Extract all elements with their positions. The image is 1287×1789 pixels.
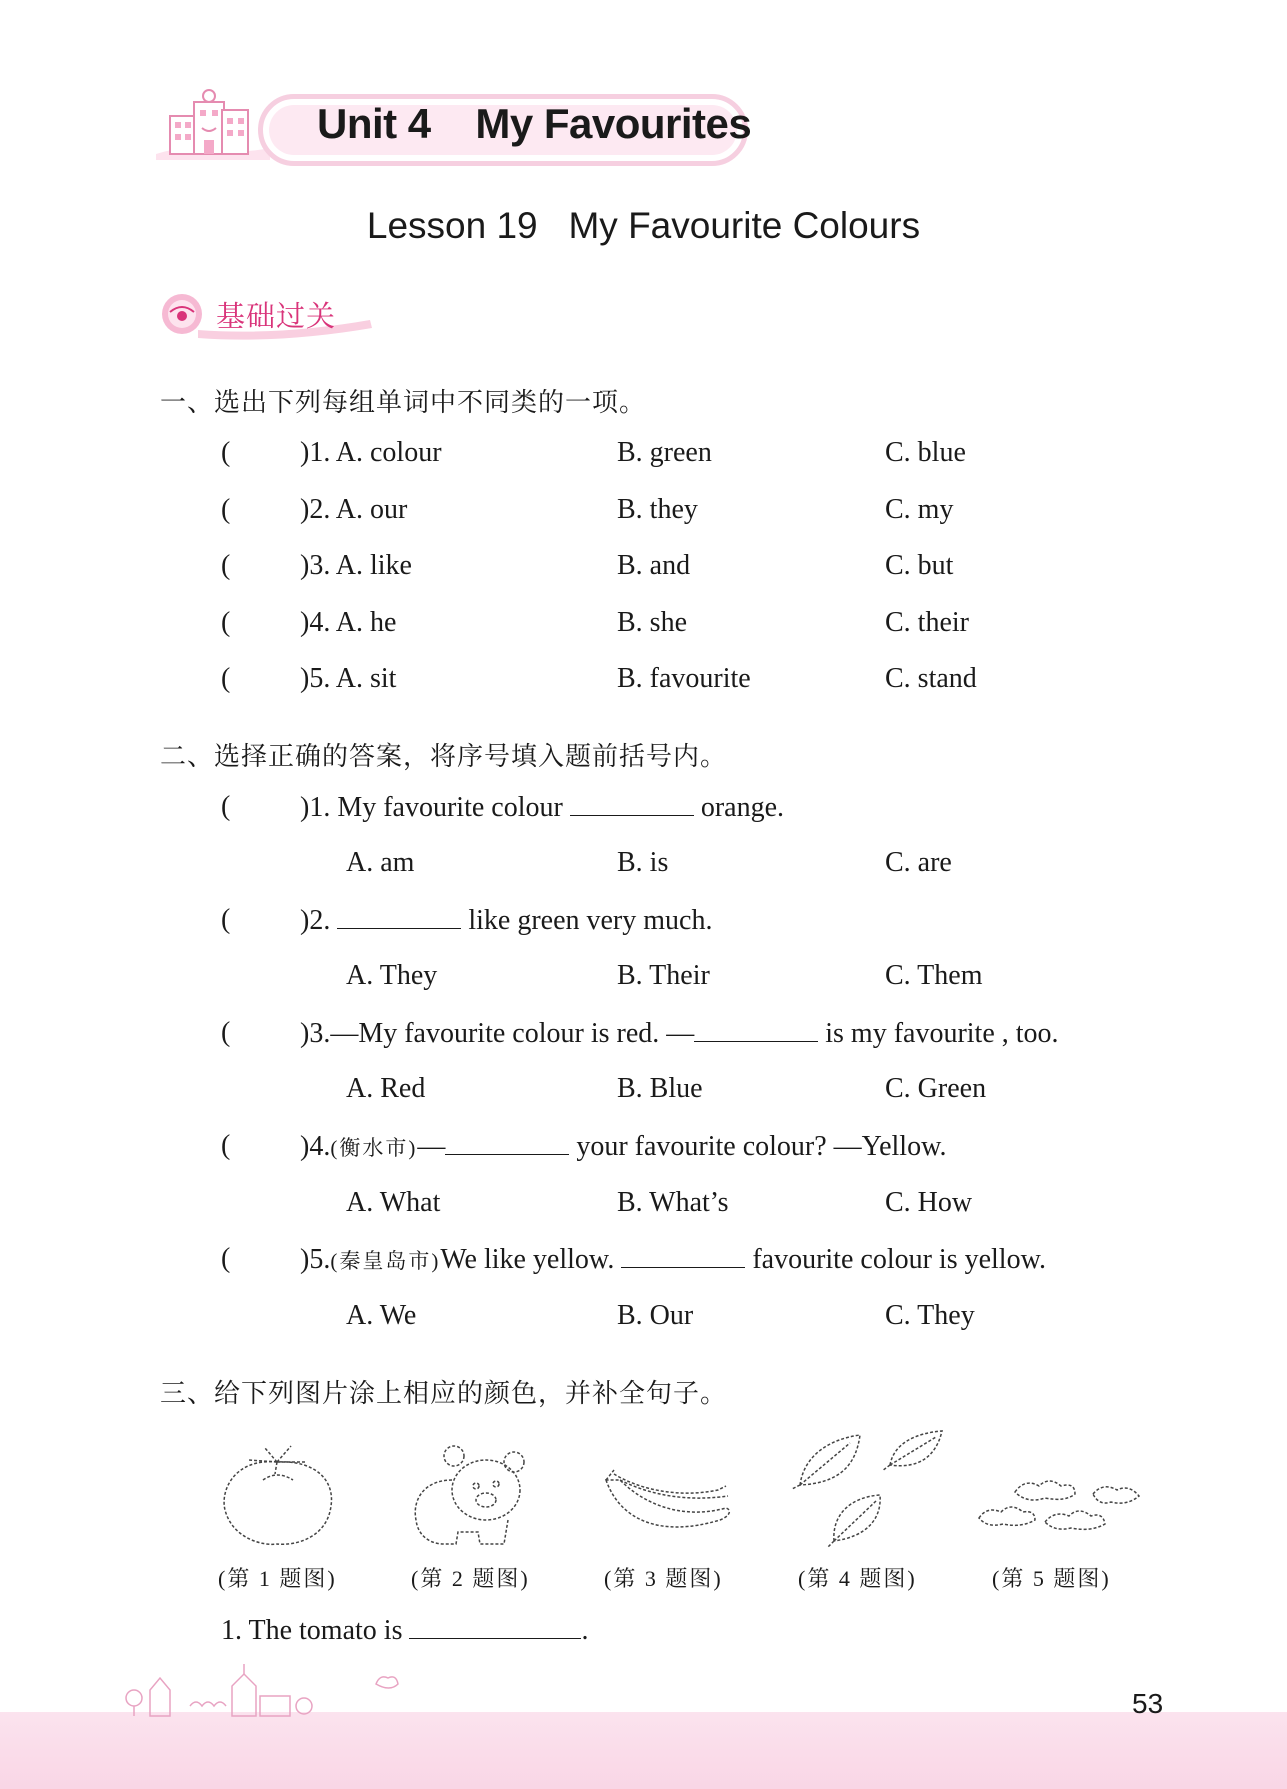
answer-bracket[interactable]: ( xyxy=(221,904,231,935)
sentence-text: 1. The tomato is xyxy=(221,1615,403,1646)
footer-doodle-icon xyxy=(372,1670,402,1696)
question-number: )5. xyxy=(300,1244,331,1275)
option-c: C. Them xyxy=(885,960,983,991)
question-number: )3. xyxy=(300,1018,331,1049)
section-tag xyxy=(158,290,388,340)
sentence-end: . xyxy=(581,1615,589,1646)
option-c: C. their xyxy=(885,607,969,638)
option-a: )1. A. colour xyxy=(300,437,442,468)
question-number: )1. xyxy=(300,792,331,823)
option-b: B. What’s xyxy=(617,1187,729,1218)
answer-blank[interactable] xyxy=(694,1017,818,1042)
figure-caption: (第 1 题图) xyxy=(218,1566,337,1591)
option-a: )4. A. he xyxy=(300,607,397,638)
option-a: A. We xyxy=(346,1300,417,1331)
source-note: (秦皇岛市) xyxy=(330,1249,441,1273)
stem-after: like green very much. xyxy=(468,905,713,936)
option-b: B. green xyxy=(617,437,712,468)
answer-bracket[interactable]: ( xyxy=(221,550,231,581)
answer-blank[interactable] xyxy=(445,1130,569,1155)
stem-before: —My favourite colour is red. — xyxy=(330,1018,695,1049)
figure-caption: (第 3 题图) xyxy=(604,1566,723,1591)
question-stem xyxy=(300,1243,1046,1276)
answer-bracket[interactable]: ( xyxy=(221,1017,231,1048)
option-b: B. favourite xyxy=(617,663,751,694)
option-b: B. and xyxy=(617,550,691,581)
stem-before: — xyxy=(417,1131,446,1162)
option-c: C. How xyxy=(885,1187,973,1218)
fill-sentence-1 xyxy=(221,1614,588,1647)
answer-bracket[interactable]: ( xyxy=(221,663,231,694)
question-stem xyxy=(300,791,784,824)
option-a: A. They xyxy=(346,960,438,991)
option-c: C. blue xyxy=(885,437,966,468)
option-c: C. but xyxy=(885,550,954,581)
option-c: C. They xyxy=(885,1300,975,1331)
option-b: B. she xyxy=(617,607,687,638)
stem-after: favourite colour is yellow. xyxy=(752,1244,1046,1275)
figure-caption: (第 5 题图) xyxy=(992,1566,1111,1591)
option-a: )3. A. like xyxy=(300,550,412,581)
option-a: )2. A. our xyxy=(300,494,408,525)
answer-bracket[interactable]: ( xyxy=(221,607,231,638)
option-c: C. my xyxy=(885,494,954,525)
stem-before: My favourite colour xyxy=(337,792,563,823)
question-number: )2. xyxy=(300,905,331,936)
unit-title: Unit 4 My Favourites xyxy=(317,100,752,147)
option-b: B. Blue xyxy=(617,1073,703,1104)
option-a: )5. A. sit xyxy=(300,663,397,694)
option-c: C. Green xyxy=(885,1073,987,1104)
option-b: B. they xyxy=(617,494,698,525)
figure-caption: (第 2 题图) xyxy=(411,1566,530,1591)
section-tag-label: 基础过关 xyxy=(216,299,337,333)
answer-bracket[interactable]: ( xyxy=(221,791,231,822)
leaves-icon[interactable] xyxy=(790,1425,950,1550)
answer-bracket[interactable]: ( xyxy=(221,494,231,525)
question-number: )4. xyxy=(300,1131,331,1162)
option-b: B. Our xyxy=(617,1300,694,1331)
clouds-icon[interactable] xyxy=(975,1470,1145,1545)
banana-icon[interactable] xyxy=(600,1460,735,1545)
option-a: A. am xyxy=(346,847,415,878)
section3-heading: 三、给下列图片涂上相应的颜色，并补全句子。 xyxy=(160,1379,728,1409)
section2-heading: 二、选择正确的答案，将序号填入题前括号内。 xyxy=(160,742,728,772)
bear-icon[interactable] xyxy=(404,1440,534,1550)
figure-caption: (第 4 题图) xyxy=(798,1566,917,1591)
question-stem xyxy=(300,1017,1059,1050)
footer-town-icon xyxy=(120,1660,380,1720)
option-b: B. is xyxy=(617,847,669,878)
answer-bracket[interactable]: ( xyxy=(221,437,231,468)
footer-band xyxy=(0,1712,1287,1789)
answer-blank[interactable] xyxy=(409,1614,581,1639)
option-a: A. Red xyxy=(346,1073,426,1104)
answer-blank[interactable] xyxy=(337,904,461,929)
source-note: (衡水市) xyxy=(330,1136,418,1160)
option-b: B. Their xyxy=(617,960,710,991)
unit-banner xyxy=(150,88,750,164)
page-number: 53 xyxy=(1132,1688,1164,1719)
stem-after: orange. xyxy=(700,792,785,823)
option-a: A. What xyxy=(346,1187,441,1218)
answer-blank[interactable] xyxy=(621,1243,745,1268)
question-stem xyxy=(300,904,712,937)
question-stem xyxy=(300,1130,946,1163)
answer-bracket[interactable]: ( xyxy=(221,1243,231,1274)
stem-after: is my favourite , too. xyxy=(825,1018,1059,1049)
section1-heading: 一、选出下列每组单词中不同类的一项。 xyxy=(160,388,647,418)
stem-before: We like yellow. xyxy=(440,1244,615,1275)
answer-blank[interactable] xyxy=(570,791,694,816)
option-c: C. are xyxy=(885,847,952,878)
option-c: C. stand xyxy=(885,663,977,694)
tomato-icon[interactable] xyxy=(215,1440,340,1550)
lesson-title: Lesson 19 My Favourite Colours xyxy=(366,205,921,246)
stem-after: your favourite colour? —Yellow. xyxy=(576,1131,947,1162)
answer-bracket[interactable]: ( xyxy=(221,1130,231,1161)
